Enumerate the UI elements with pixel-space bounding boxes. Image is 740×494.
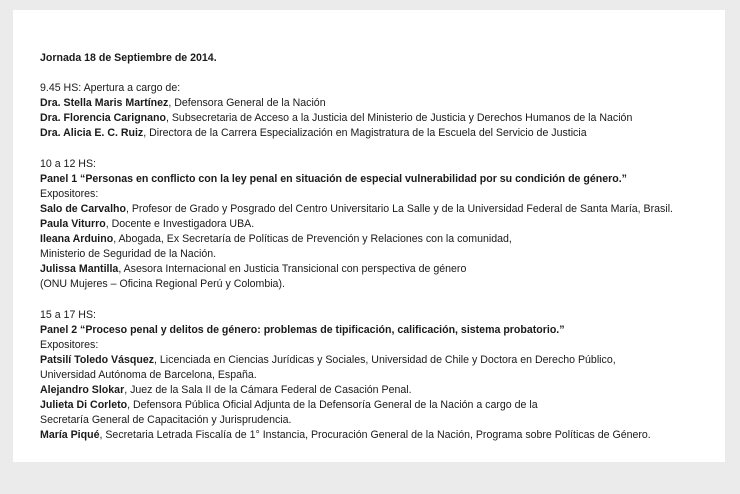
panel1-speaker-cont: (ONU Mujeres – Oficina Regional Perú y Colombia). <box>40 278 285 291</box>
panel1-time: 10 a 12 HS: <box>40 157 96 170</box>
panel2-title: Panel 2 “Proceso penal y delitos de género: problemas de tipificación, calificación, sistema probatorio.” <box>40 323 565 336</box>
panel2-speaker: María Piqué, Secretaria Letrada Fiscalía de 1° Instancia, Procuración General de la Nación, Programa sobre Políticas de Género. <box>40 429 651 442</box>
program-text <box>40 51 673 443</box>
panel2-time: 15 a 17 HS: <box>40 308 96 321</box>
opening-speaker: Dra. Florencia Carignano, Subsecretaria de Acceso a la Justicia del Ministerio de Justicia y Derechos Humanos de la Nación <box>40 112 633 125</box>
document-sheet <box>13 10 725 462</box>
panel1-speaker: Ileana Arduino, Abogada, Ex Secretaría de Políticas de Prevención y Relaciones con la comunidad, <box>40 233 512 246</box>
panel2-expositores-label: Expositores: <box>40 338 99 351</box>
panel2-speaker: Patsilí Toledo Vásquez, Licenciada en Ciencias Jurídicas y Sociales, Universidad de Chile y Doctora en Derecho Público, <box>40 353 616 366</box>
opening-time: 9.45 HS: Apertura a cargo de: <box>40 82 181 95</box>
opening-speaker: Dra. Stella Maris Martínez, Defensora General de la Nación <box>40 97 326 110</box>
panel1-speaker-cont: Ministerio de Seguridad de la Nación. <box>40 248 217 261</box>
panel2-speaker-cont: Secretaría General de Capacitación y Jurisprudencia. <box>40 414 292 427</box>
panel2-speaker: Alejandro Slokar, Juez de la Sala II de la Cámara Federal de Casación Penal. <box>40 384 412 397</box>
opening-speaker: Dra. Alicia E. C. Ruiz, Directora de la Carrera Especialización en Magistratura de la Escuela del Servicio de Justicia <box>40 127 587 140</box>
program-header: Jornada 18 de Septiembre de 2014. <box>40 52 217 64</box>
panel2-speaker: Julieta Di Corleto, Defensora Pública Oficial Adjunta de la Defensoría General de la Nación a cargo de la <box>40 399 538 412</box>
panel1-expositores-label: Expositores: <box>40 187 99 200</box>
panel2-speaker-cont: Universidad Autónoma de Barcelona, España. <box>40 368 257 381</box>
panel1-speaker: Paula Viturro, Docente e Investigadora UBA. <box>40 218 255 231</box>
panel1-title: Panel 1 “Personas en conflicto con la ley penal en situación de especial vulnerabilidad por su condición de género.” <box>40 172 627 185</box>
panel1-speaker: Julissa Mantilla, Asesora Internacional en Justicia Transicional con perspectiva de género <box>40 263 467 276</box>
panel1-speaker: Salo de Carvalho, Profesor de Grado y Posgrado del Centro Universitario La Salle y de la Universidad Federal de Santa María, Brasil. <box>40 202 673 215</box>
